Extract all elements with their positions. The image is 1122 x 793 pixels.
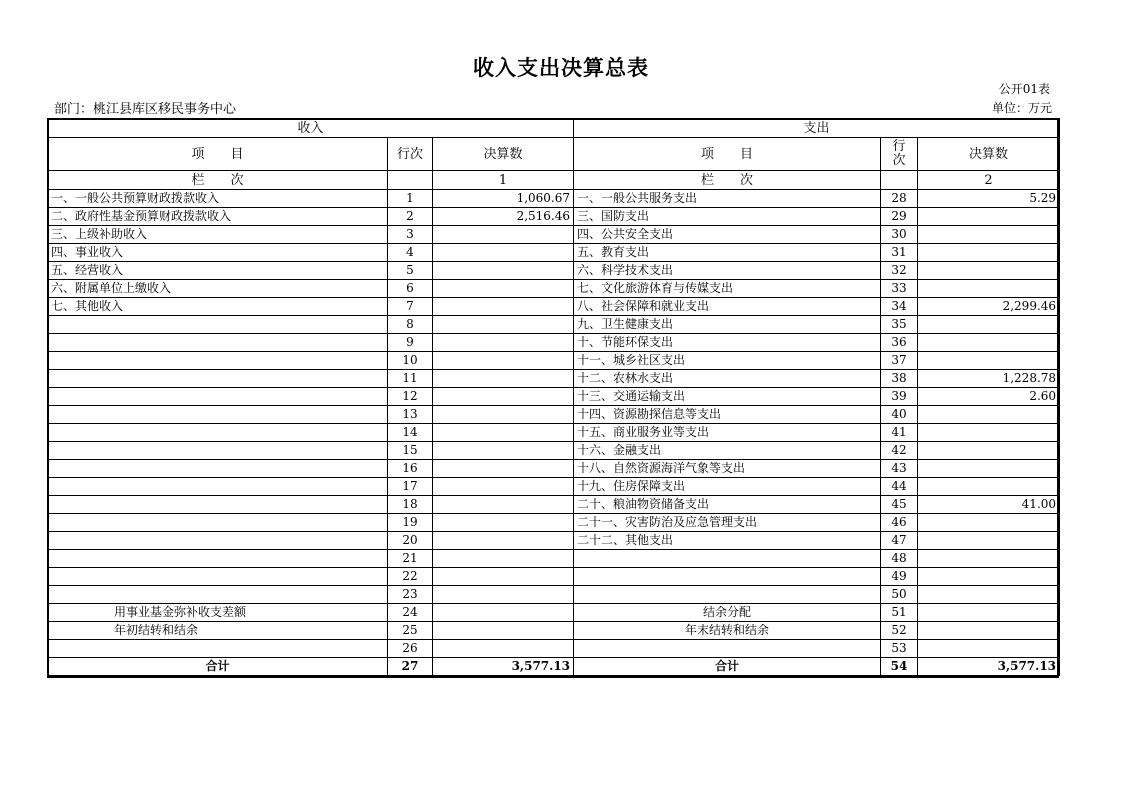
income-row-no: 17: [388, 478, 433, 496]
income-row-no: 5: [388, 262, 433, 280]
expense-amount: [918, 604, 1060, 622]
expense-amount: [918, 586, 1060, 604]
expense-amount: [918, 640, 1060, 658]
expense-row-no: 31: [881, 244, 918, 262]
expense-item: 二十一、灾害防治及应急管理支出: [574, 514, 881, 532]
income-item: [48, 316, 388, 334]
income-row-no: 22: [388, 568, 433, 586]
income-item: [48, 550, 388, 568]
income-amount: [433, 622, 574, 640]
expense-amount: 2,299.46: [918, 298, 1060, 316]
expense-item: 二十二、其他支出: [574, 532, 881, 550]
expense-item: 年末结转和结余: [574, 622, 881, 640]
income-header: 收入: [48, 119, 574, 138]
income-amount: 1,060.67: [433, 190, 574, 208]
expense-amount: 2.60: [918, 388, 1060, 406]
income-row-no: 11: [388, 370, 433, 388]
income-amount: [433, 550, 574, 568]
income-item: 二、政府性基金预算财政拨款收入: [48, 208, 388, 226]
income-total-row-no: 27: [388, 658, 433, 676]
income-amount: [433, 388, 574, 406]
expense-item: 十八、自然资源海洋气象等支出: [574, 460, 881, 478]
income-item: [48, 460, 388, 478]
column-header-row: [48, 138, 1060, 171]
income-item: 六、附属单位上缴收入: [48, 280, 388, 298]
table-row: [48, 532, 1060, 550]
income-item: 用事业基金弥补收支差额: [48, 604, 388, 622]
income-amount: [433, 604, 574, 622]
expense-item: 十九、住房保障支出: [574, 478, 881, 496]
expense-item: [574, 640, 881, 658]
income-amount: [433, 442, 574, 460]
expense-row-no: 37: [881, 352, 918, 370]
income-row-no: 19: [388, 514, 433, 532]
expense-row-no: 41: [881, 424, 918, 442]
income-total-amount: 3,577.13: [433, 658, 574, 676]
table-row: [48, 334, 1060, 352]
income-row-no: 14: [388, 424, 433, 442]
expense-item: 十四、资源勘探信息等支出: [574, 406, 881, 424]
expense-row-no: 46: [881, 514, 918, 532]
table-row: [48, 496, 1060, 514]
expense-row-no: 35: [881, 316, 918, 334]
expense-total-amount: 3,577.13: [918, 658, 1060, 676]
expense-row-no-header: 行 次: [881, 138, 918, 171]
expense-amount: [918, 514, 1060, 532]
income-amount: [433, 532, 574, 550]
expense-item: 十五、商业服务业等支出: [574, 424, 881, 442]
income-amount-header: 决算数: [433, 138, 574, 171]
expense-row-no: 28: [881, 190, 918, 208]
table-row: [48, 352, 1060, 370]
expense-amount: [918, 568, 1060, 586]
income-item: [48, 424, 388, 442]
expense-row-no: 29: [881, 208, 918, 226]
income-item: [48, 532, 388, 550]
income-item: 一、一般公共预算财政拨款收入: [48, 190, 388, 208]
expense-amount: [918, 244, 1060, 262]
table-row: [48, 514, 1060, 532]
income-amount: [433, 568, 574, 586]
form-number: 公开01表: [998, 82, 1050, 96]
expense-amount: [918, 262, 1060, 280]
income-lanci-blank: [388, 171, 433, 190]
expense-item: 结余分配: [574, 604, 881, 622]
expense-row-no: 32: [881, 262, 918, 280]
table-row: [48, 640, 1060, 658]
expense-lanci-label: 栏 次: [574, 171, 881, 190]
expense-row-no: 39: [881, 388, 918, 406]
income-amount: [433, 334, 574, 352]
expense-row-no: 53: [881, 640, 918, 658]
income-row-no: 24: [388, 604, 433, 622]
income-amount: 2,516.46: [433, 208, 574, 226]
expense-row-no: 51: [881, 604, 918, 622]
income-item: [48, 388, 388, 406]
page-title: 收入支出决算总表: [473, 55, 649, 80]
table-row: [48, 442, 1060, 460]
income-amount: [433, 352, 574, 370]
table-row: [48, 478, 1060, 496]
expense-amount: 5.29: [918, 190, 1060, 208]
table-row: [48, 406, 1060, 424]
expense-item: 三、国防支出: [574, 208, 881, 226]
expense-row-no: 33: [881, 280, 918, 298]
unit-label: 单位：万元: [991, 101, 1052, 115]
income-amount: [433, 244, 574, 262]
income-row-no: 8: [388, 316, 433, 334]
income-lanci-value: 1: [433, 171, 574, 190]
table-row: [48, 262, 1060, 280]
income-row-no: 26: [388, 640, 433, 658]
income-item: [48, 478, 388, 496]
income-amount: [433, 640, 574, 658]
expense-row-no: 42: [881, 442, 918, 460]
expense-row-no: 38: [881, 370, 918, 388]
expense-amount-header: 决算数: [918, 138, 1060, 171]
expense-amount: [918, 532, 1060, 550]
expense-amount: [918, 334, 1060, 352]
expense-item: 九、卫生健康支出: [574, 316, 881, 334]
income-expense-table: [47, 118, 1060, 676]
expense-total-row-no: 54: [881, 658, 918, 676]
expense-row-no: 34: [881, 298, 918, 316]
income-amount: [433, 262, 574, 280]
income-row-no: 13: [388, 406, 433, 424]
table-row: [48, 424, 1060, 442]
income-item: [48, 568, 388, 586]
table-row: [48, 622, 1060, 640]
table-row: [48, 604, 1060, 622]
expense-item-header: 项 目: [574, 138, 881, 171]
expense-item: 十二、农林水支出: [574, 370, 881, 388]
expense-item: [574, 568, 881, 586]
expense-item: [574, 550, 881, 568]
income-item: [48, 640, 388, 658]
income-amount: [433, 298, 574, 316]
expense-item: 八、社会保障和就业支出: [574, 298, 881, 316]
income-row-no: 2: [388, 208, 433, 226]
expense-amount: [918, 280, 1060, 298]
section-header-row: [48, 119, 1060, 138]
expense-row-no: 47: [881, 532, 918, 550]
income-lanci-label: 栏 次: [48, 171, 388, 190]
table-row: [48, 208, 1060, 226]
expense-item: 五、教育支出: [574, 244, 881, 262]
expense-item: 十一、城乡社区支出: [574, 352, 881, 370]
expense-row-no: 50: [881, 586, 918, 604]
expense-lanci-blank: [881, 171, 918, 190]
income-row-no: 9: [388, 334, 433, 352]
income-row-no: 4: [388, 244, 433, 262]
income-amount: [433, 514, 574, 532]
income-item: [48, 406, 388, 424]
income-item: [48, 586, 388, 604]
income-amount: [433, 586, 574, 604]
total-row: [48, 658, 1060, 676]
income-amount: [433, 226, 574, 244]
expense-amount: [918, 622, 1060, 640]
income-amount: [433, 496, 574, 514]
income-item: [48, 352, 388, 370]
expense-total-label: 合计: [574, 658, 881, 676]
income-row-no: 7: [388, 298, 433, 316]
table-row: [48, 244, 1060, 262]
income-item: [48, 514, 388, 532]
income-amount: [433, 316, 574, 334]
expense-amount: [918, 478, 1060, 496]
expense-amount: 41.00: [918, 496, 1060, 514]
expense-item: 六、科学技术支出: [574, 262, 881, 280]
table-row: [48, 388, 1060, 406]
expense-amount: [918, 226, 1060, 244]
table-row: [48, 550, 1060, 568]
income-row-no-header: 行次: [388, 138, 433, 171]
income-amount: [433, 460, 574, 478]
expense-item: [574, 586, 881, 604]
income-item: 七、其他收入: [48, 298, 388, 316]
table-row: [48, 226, 1060, 244]
expense-item: 四、公共安全支出: [574, 226, 881, 244]
expense-row-no: 43: [881, 460, 918, 478]
expense-item: 二十、粮油物资储备支出: [574, 496, 881, 514]
income-row-no: 12: [388, 388, 433, 406]
income-row-no: 20: [388, 532, 433, 550]
income-row-no: 16: [388, 460, 433, 478]
expense-row-no: 44: [881, 478, 918, 496]
income-row-no: 18: [388, 496, 433, 514]
expense-amount: [918, 316, 1060, 334]
table-row: [48, 298, 1060, 316]
expense-row-no: 45: [881, 496, 918, 514]
income-total-label: 合计: [48, 658, 388, 676]
expense-lanci-value: 2: [918, 171, 1060, 190]
expense-header: 支出: [574, 119, 1060, 138]
table-row: [48, 586, 1060, 604]
expense-amount: [918, 550, 1060, 568]
income-amount: [433, 370, 574, 388]
income-row-no: 23: [388, 586, 433, 604]
income-row-no: 6: [388, 280, 433, 298]
table-row: [48, 316, 1060, 334]
expense-item: 十三、交通运输支出: [574, 388, 881, 406]
department-label: 部门：桃江县库区移民事务中心: [54, 102, 237, 117]
income-item: 三、上级补助收入: [48, 226, 388, 244]
income-amount: [433, 280, 574, 298]
income-item: [48, 334, 388, 352]
table-row: [48, 568, 1060, 586]
income-row-no: 25: [388, 622, 433, 640]
expense-row-no: 48: [881, 550, 918, 568]
expense-item: 十、节能环保支出: [574, 334, 881, 352]
table-row: [48, 460, 1060, 478]
income-amount: [433, 406, 574, 424]
lanci-row: [48, 171, 1060, 190]
expense-amount: [918, 208, 1060, 226]
income-row-no: 21: [388, 550, 433, 568]
income-row-no: 1: [388, 190, 433, 208]
expense-item: 十六、金融支出: [574, 442, 881, 460]
expense-item: 一、一般公共服务支出: [574, 190, 881, 208]
expense-row-no: 40: [881, 406, 918, 424]
income-item: 年初结转和结余: [48, 622, 388, 640]
expense-item: 七、文化旅游体育与传媒支出: [574, 280, 881, 298]
expense-amount: 1,228.78: [918, 370, 1060, 388]
expense-amount: [918, 352, 1060, 370]
income-row-no: 3: [388, 226, 433, 244]
income-item: [48, 442, 388, 460]
expense-row-no: 36: [881, 334, 918, 352]
table-row: [48, 280, 1060, 298]
table-row: [48, 370, 1060, 388]
income-amount: [433, 478, 574, 496]
income-amount: [433, 424, 574, 442]
income-item: 五、经营收入: [48, 262, 388, 280]
expense-amount: [918, 442, 1060, 460]
expense-row-no: 49: [881, 568, 918, 586]
expense-row-no: 30: [881, 226, 918, 244]
expense-row-no: 52: [881, 622, 918, 640]
income-item: [48, 370, 388, 388]
income-row-no: 15: [388, 442, 433, 460]
income-item: 四、事业收入: [48, 244, 388, 262]
income-item-header: 项 目: [48, 138, 388, 171]
expense-amount: [918, 460, 1060, 478]
income-row-no: 10: [388, 352, 433, 370]
table-row: [48, 190, 1060, 208]
expense-amount: [918, 424, 1060, 442]
income-item: [48, 496, 388, 514]
expense-amount: [918, 406, 1060, 424]
